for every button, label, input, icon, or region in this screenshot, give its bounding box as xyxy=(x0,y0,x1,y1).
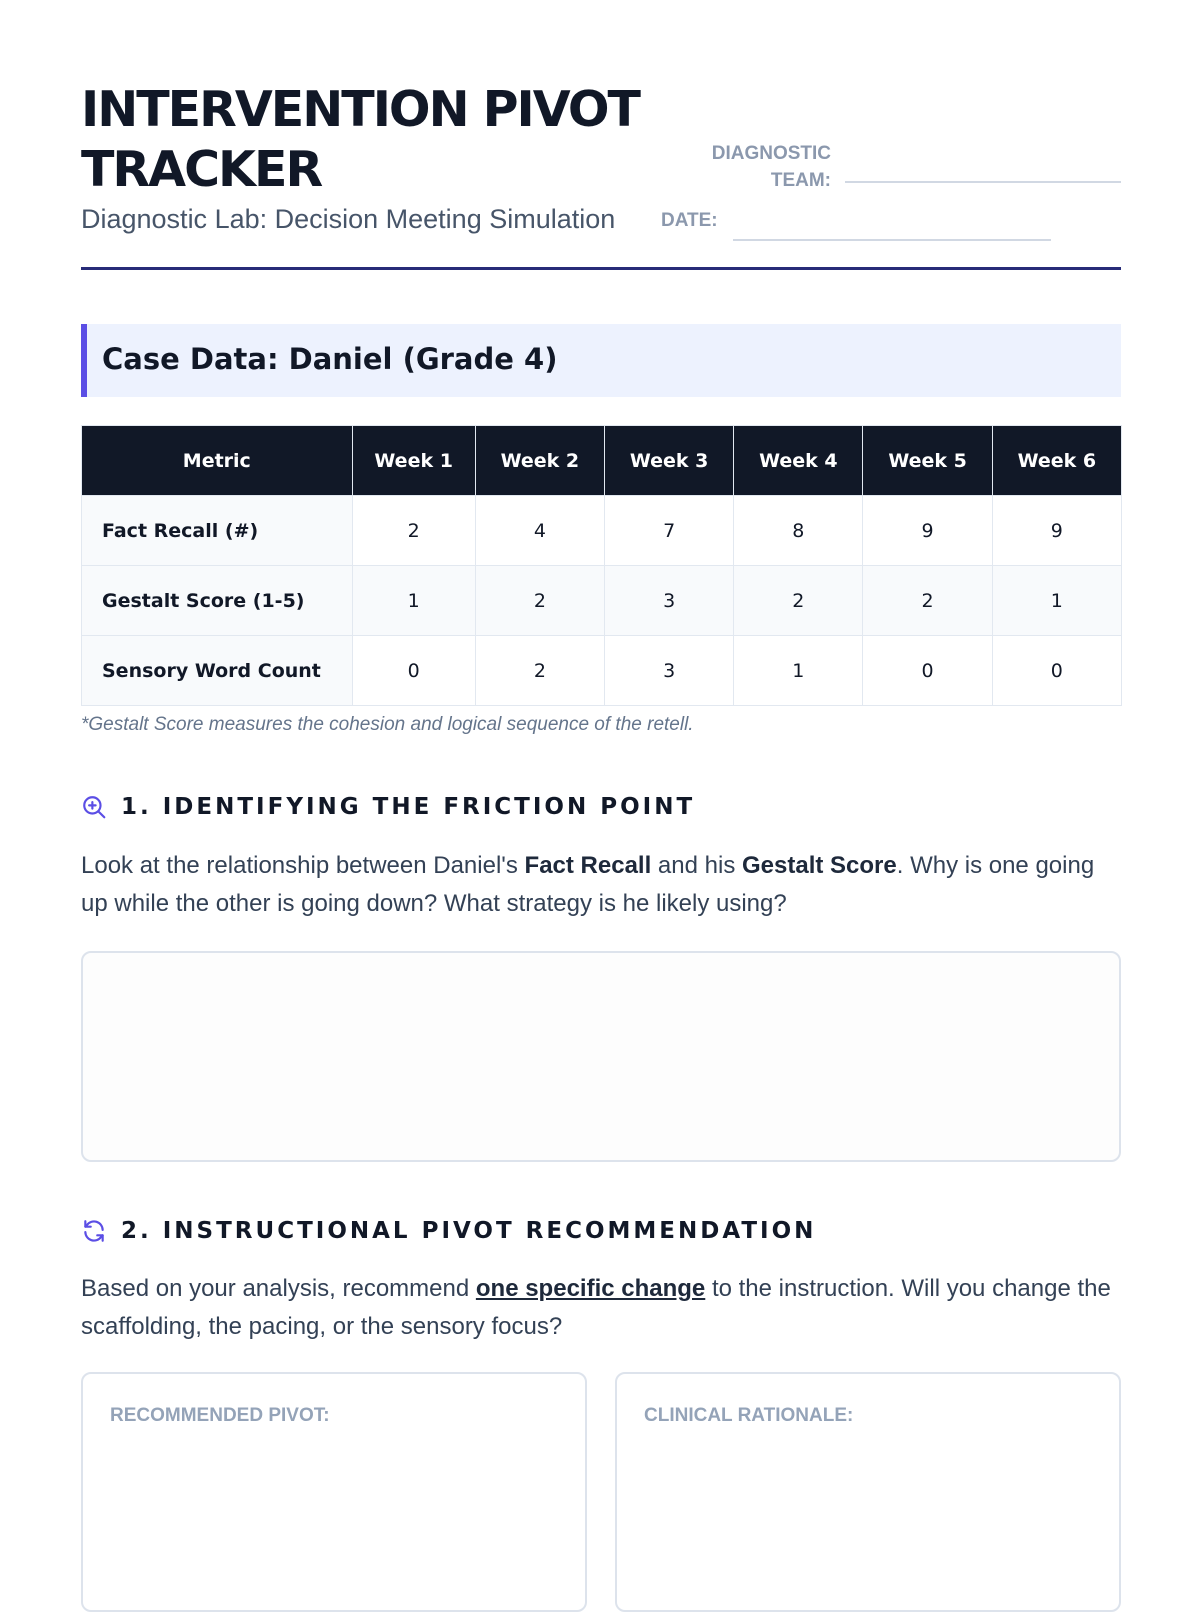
case-banner xyxy=(81,324,1121,397)
column-header: Week 5 xyxy=(863,426,992,496)
page-title: INTERVENTION PIVOT TRACKER xyxy=(81,81,639,198)
column-header: Metric xyxy=(82,426,353,496)
recommended-pivot-label: RECOMMENDED PIVOT: xyxy=(110,1405,330,1426)
table-cell: 2 xyxy=(352,496,475,566)
section1-prompt: Look at the relationship between Daniel's Fact Recall and his Gestalt Score. Why is one going up while the other is going down? What strategy is he likely using? xyxy=(81,852,1095,917)
table-cell: 2 xyxy=(475,566,604,636)
table-cell: 0 xyxy=(992,636,1121,706)
refresh-icon xyxy=(81,1218,107,1244)
clinical-rationale-label: CLINICAL RATIONALE: xyxy=(644,1405,854,1426)
table-cell: 3 xyxy=(605,566,734,636)
table-cell: 2 xyxy=(734,566,863,636)
metric-cell: Gestalt Score (1-5) xyxy=(82,566,353,636)
table-cell: 4 xyxy=(475,496,604,566)
page-subtitle: Diagnostic Lab: Decision Meeting Simulation xyxy=(81,204,616,234)
table-cell: 8 xyxy=(734,496,863,566)
table-header-row xyxy=(82,426,1122,496)
table-cell: 9 xyxy=(863,496,992,566)
column-header: Week 2 xyxy=(475,426,604,496)
zoom-in-icon xyxy=(81,794,107,820)
column-header: Week 6 xyxy=(992,426,1121,496)
metric-cell: Fact Recall (#) xyxy=(82,496,353,566)
metric-cell: Sensory Word Count xyxy=(82,636,353,706)
date-label: DATE: xyxy=(661,210,718,231)
table-cell: 2 xyxy=(863,566,992,636)
table-cell: 1 xyxy=(352,566,475,636)
table-cell: 9 xyxy=(992,496,1121,566)
table-row xyxy=(82,566,1122,636)
case-data-table xyxy=(81,425,1122,706)
table-cell: 7 xyxy=(605,496,734,566)
table-footnote: *Gestalt Score measures the cohesion and logical sequence of the retell. xyxy=(81,714,694,735)
table-cell: 1 xyxy=(992,566,1121,636)
table-row xyxy=(82,496,1122,566)
column-header: Week 1 xyxy=(352,426,475,496)
section2-title: 2. INSTRUCTIONAL PIVOT RECOMMENDATION xyxy=(121,1218,817,1244)
table-cell: 1 xyxy=(734,636,863,706)
section2-prompt: Based on your analysis, recommend one specific change to the instruction. Will you change the scaffolding, the pacing, or the sensory focus? xyxy=(81,1275,1111,1340)
section1-heading xyxy=(81,794,695,820)
friction-answer-box[interactable] xyxy=(81,951,1121,1162)
case-title: Case Data: Daniel (Grade 4) xyxy=(102,342,558,376)
recommended-pivot-card[interactable] xyxy=(81,1372,587,1612)
table-cell: 0 xyxy=(863,636,992,706)
date-input-line[interactable] xyxy=(733,239,1051,241)
column-header: Week 3 xyxy=(605,426,734,496)
table-row xyxy=(82,636,1122,706)
section2-heading xyxy=(81,1218,816,1244)
column-header: Week 4 xyxy=(734,426,863,496)
worksheet-page xyxy=(81,0,1121,1600)
table-cell: 0 xyxy=(352,636,475,706)
team-input-line[interactable] xyxy=(845,181,1121,183)
table-cell: 3 xyxy=(605,636,734,706)
clinical-rationale-card[interactable] xyxy=(615,1372,1121,1612)
section1-title: 1. IDENTIFYING THE FRICTION POINT xyxy=(121,794,696,820)
header-divider xyxy=(81,267,1121,270)
team-label: DIAGNOSTIC TEAM: xyxy=(711,143,831,191)
table-cell: 2 xyxy=(475,636,604,706)
